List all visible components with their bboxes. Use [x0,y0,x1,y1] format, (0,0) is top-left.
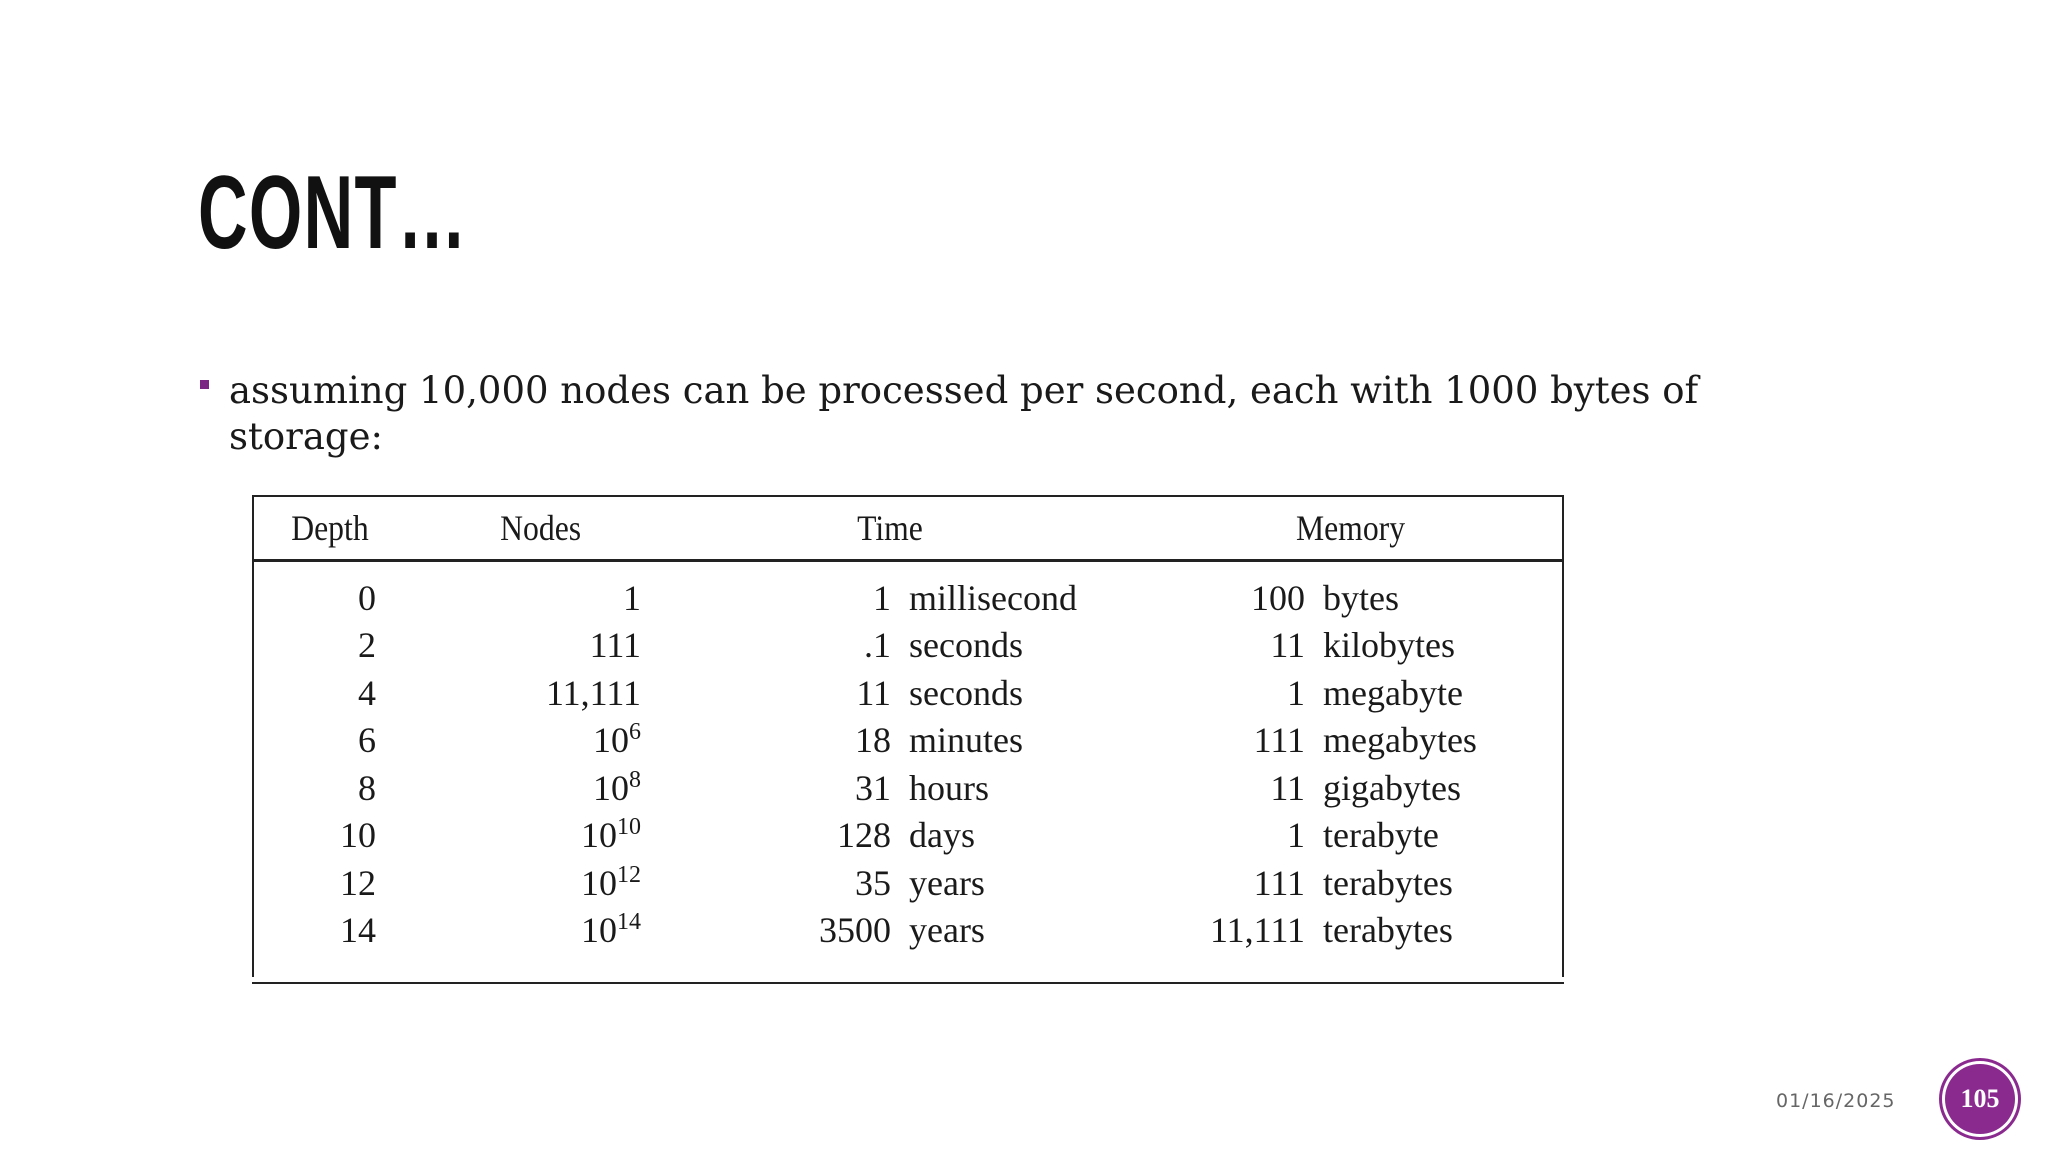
nodes-exponent: 14 [616,909,641,936]
nodes-base: 10 [592,767,629,808]
nodes-exponent: 10 [616,814,641,841]
cell-depth: 14 [339,910,376,951]
cell-memory-unit: megabytes [1322,720,1477,761]
cell-time-unit: millisecond [908,577,1077,618]
table-row [254,764,1562,812]
slide-title: CONT… [198,155,468,271]
cell-memory-value: 11 [1270,625,1305,666]
nodes-base: 10 [580,815,617,856]
cell-memory-unit: bytes [1322,577,1399,618]
header-memory: Memory [1164,497,1536,561]
cell-nodes [376,764,641,812]
nodes-base: 11,111 [545,672,641,713]
table-header-row [254,497,1562,561]
search-complexity-table [254,497,1562,954]
cell-memory-value: 11 [1270,767,1305,808]
cell-time-unit: hours [908,767,989,808]
table-row [254,669,1562,717]
cell-nodes [376,561,641,622]
cell-nodes [376,622,641,670]
nodes-base: 10 [580,910,617,951]
cell-time-unit: seconds [908,672,1023,713]
cell-depth: 8 [357,767,376,808]
cell-nodes [376,907,641,955]
table-row [254,859,1562,907]
cell-nodes [376,669,641,717]
table-row [254,907,1562,955]
data-table-frame [252,495,1564,977]
cell-time-value: 128 [836,815,891,856]
cell-time-value: 3500 [818,910,891,951]
cell-time-unit: minutes [908,720,1023,761]
cell-time-unit: days [908,815,975,856]
cell-memory-unit: terabytes [1322,862,1453,903]
bullet-text: assuming 10,000 nodes can be processed per second, each with 1000 bytes of storage: [229,369,1699,458]
cell-memory-value: 11,111 [1209,910,1305,951]
cell-nodes [376,812,641,860]
cell-nodes [376,717,641,765]
cell-time-unit: seconds [908,625,1023,666]
header-time: Time [671,497,1109,561]
header-depth: Depth [261,497,368,561]
nodes-base: 10 [580,862,617,903]
cell-time-value: 18 [854,720,891,761]
cell-time-value: 31 [854,767,891,808]
cell-memory-value: 1 [1286,672,1305,713]
cell-memory-unit: kilobytes [1322,625,1455,666]
table-row [254,561,1562,622]
cell-memory-unit: terabyte [1322,815,1439,856]
cell-time-unit: years [908,862,985,903]
cell-time-value: .1 [863,625,891,666]
cell-memory-value: 1 [1286,815,1305,856]
bullet-square-icon [200,380,209,389]
cell-depth: 6 [357,720,376,761]
slide-date: 01/16/2025 [1776,1090,1896,1112]
cell-time-unit: years [908,910,985,951]
nodes-base: 10 [592,720,629,761]
cell-memory-value: 111 [1253,720,1305,761]
page-number: 105 [1960,1084,2000,1113]
page-number-badge [1945,1064,2015,1134]
cell-time-value: 35 [854,862,891,903]
table-body [254,561,1562,955]
cell-depth: 2 [357,625,376,666]
nodes-base: 1 [622,577,641,618]
cell-nodes [376,859,641,907]
cell-memory-unit: terabytes [1322,910,1453,951]
header-nodes: Nodes [392,497,625,561]
cell-memory-value: 100 [1250,577,1305,618]
cell-time-value: 11 [856,672,891,713]
cell-depth: 12 [339,862,376,903]
table-row [254,812,1562,860]
cell-time-value: 1 [872,577,891,618]
cell-memory-value: 111 [1253,862,1305,903]
table-row [254,717,1562,765]
cell-depth: 4 [357,672,376,713]
nodes-base: 111 [589,625,641,666]
nodes-exponent: 8 [628,766,641,793]
cell-memory-unit: gigabytes [1322,767,1461,808]
nodes-exponent: 6 [628,719,641,746]
table-row [254,622,1562,670]
nodes-exponent: 12 [616,861,641,888]
cell-memory-unit: megabyte [1322,672,1463,713]
cell-depth: 10 [339,815,376,856]
cell-depth: 0 [357,577,376,618]
